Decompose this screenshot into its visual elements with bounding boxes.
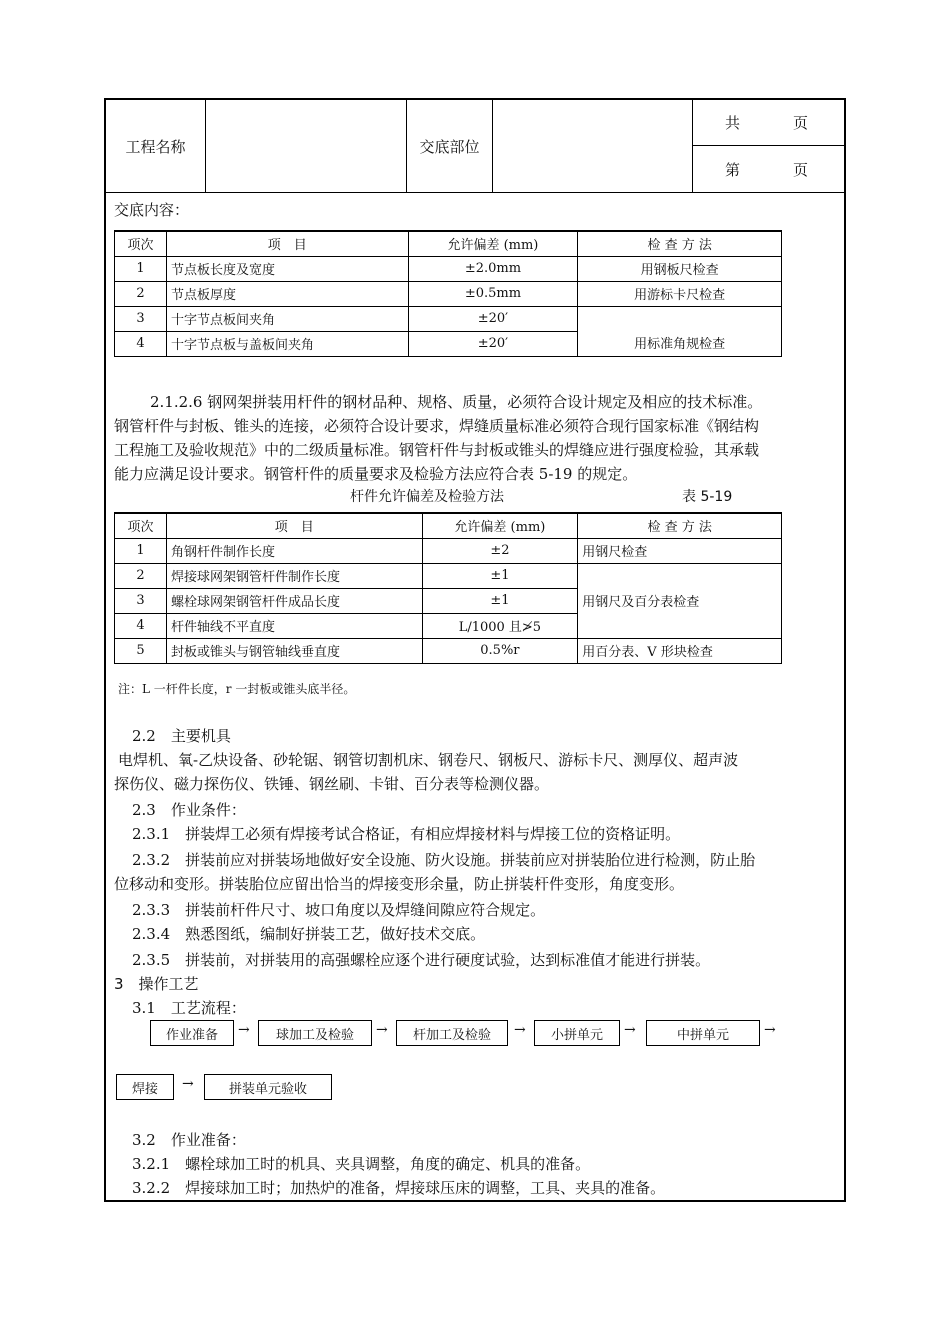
table-row: 5 封板或锥头与钢管轴线垂直度 0.5%r 用百分表、V 形块检查 bbox=[115, 638, 782, 663]
paragraph-line: 3.2.2 焊接球加工时；加热炉的准备，焊接球压床的调整，工具、夹具的准备。 bbox=[132, 1179, 666, 1197]
document-frame bbox=[104, 98, 846, 1202]
flow-step: 拼装单元验收 bbox=[204, 1074, 332, 1100]
table-row: 4 杆件轴线不平直度 L/1000 且≯5 bbox=[115, 613, 782, 638]
flow-title: 3.1 工艺流程： bbox=[132, 999, 246, 1017]
paragraph-line: 3.2.1 螺栓球加工时的机具、夹具调整，角度的确定、机具的准备。 bbox=[132, 1155, 591, 1173]
arrow-icon: → bbox=[376, 1022, 388, 1038]
section-title: 3.2 作业准备： bbox=[132, 1131, 246, 1149]
table-row: 4 十字节点板与盖板间夹角 ±20′ bbox=[115, 331, 782, 356]
table-row: 2 节点板厚度 ±0.5mm 用游标卡尺检查 bbox=[115, 281, 782, 306]
section-title: 3 操作工艺 bbox=[114, 975, 199, 993]
table-row: 1 节点板长度及宽度 ±2.0mm 用钢板尺检查 bbox=[115, 256, 782, 281]
part-value[interactable] bbox=[493, 100, 693, 192]
arrow-icon: → bbox=[624, 1022, 636, 1038]
paragraph-line: 位移动和变形。拼装胎位应留出恰当的焊接变形余量，防止拼装杆件变形，角度变形。 bbox=[114, 875, 685, 893]
table-row: 3 螺栓球网架钢管杆件成品长度 ±1 bbox=[115, 588, 782, 613]
arrow-icon: → bbox=[764, 1022, 776, 1038]
table-header-row: 项次 项 目 允许偏差 (mm) 检 查 方 法 bbox=[115, 513, 782, 538]
paragraph-line: 2.3.4 熟悉图纸，编制好拼装工艺，做好技术交底。 bbox=[132, 925, 486, 943]
paragraph-line: 钢管杆件与封板、锥头的连接，必须符合设计要求，焊缝质量标准必须符合现行国家标准《钢结构 bbox=[114, 417, 760, 435]
flow-step: 杆加工及检验 bbox=[396, 1020, 508, 1046]
table-row: 1 角钢杆件制作长度 ±2 用钢尺检查 bbox=[115, 538, 782, 563]
paragraph-line: 2.3.3 拼装前杆件尺寸、坡口角度以及焊缝间隙应符合规定。 bbox=[132, 901, 546, 919]
table-note: 注：L 一杆件长度，r 一封板或锥头底半径。 bbox=[118, 682, 356, 696]
arrow-icon: → bbox=[182, 1076, 194, 1092]
paragraph-line: 工程施工及验收规范》中的二级质量标准。钢管杆件与封板或锥头的焊缝应进行强度检验，其承载 bbox=[114, 441, 760, 459]
tolerance-table-1 bbox=[114, 230, 782, 357]
page-number: 第 页 bbox=[692, 146, 844, 192]
paragraph-line: 探伤仪、磁力探伤仪、铁锤、钢丝刷、卡钳、百分表等检测仪器。 bbox=[114, 775, 550, 793]
paragraph-line: 能力应满足设计要求。钢管杆件的质量要求及检验方法应符合表 5-19 的规定。 bbox=[114, 465, 638, 483]
arrow-icon: → bbox=[514, 1022, 526, 1038]
table-row: 3 十字节点板间夹角 ±20′ 用标准角规检查 bbox=[115, 306, 782, 331]
part-label: 交底部位 bbox=[407, 100, 493, 192]
flow-step: 焊接 bbox=[116, 1074, 174, 1100]
section-title: 2.3 作业条件： bbox=[132, 801, 246, 819]
flow-step: 小拼单元 bbox=[534, 1020, 620, 1046]
arrow-icon: → bbox=[238, 1022, 250, 1038]
section-title: 2.2 主要机具 bbox=[132, 727, 231, 745]
flow-step: 中拼单元 bbox=[646, 1020, 760, 1046]
table-row: 2 焊接球网架钢管杆件制作长度 ±1 用钢尺及百分表检查 bbox=[115, 563, 782, 588]
paragraph-line: 2.3.5 拼装前，对拼装用的高强螺栓应逐个进行硬度试验，达到标准值才能进行拼装。 bbox=[132, 951, 711, 969]
flow-step: 作业准备 bbox=[150, 1020, 234, 1046]
table-header-row: 项次 项 目 允许偏差 (mm) 检 查 方 法 bbox=[115, 231, 782, 256]
project-name-label: 工程名称 bbox=[106, 100, 206, 192]
paragraph-line: 电焊机、氧-乙炔设备、砂轮锯、钢管切割机床、钢卷尺、钢板尺、游标卡尺、测厚仪、超声波 bbox=[118, 751, 739, 769]
table-number: 表 5-19 bbox=[682, 489, 733, 505]
table-title: 杆件允许偏差及检验方法 bbox=[350, 489, 504, 505]
paragraph-line: 2.3.1 拼装焊工必须有焊接考试合格证，有相应焊接材料与焊接工位的资格证明。 bbox=[132, 825, 681, 843]
header-table bbox=[106, 100, 844, 193]
paragraph-line: 2.1.2.6 钢网架拼装用杆件的钢材品种、规格、质量，必须符合设计规定及相应的技术标准。 bbox=[150, 393, 763, 411]
project-name-value[interactable] bbox=[206, 100, 407, 192]
tolerance-table-2 bbox=[114, 512, 782, 664]
total-pages: 共 页 bbox=[692, 100, 844, 146]
paragraph-line: 2.3.2 拼装前应对拼装场地做好安全设施、防火设施。拼装前应对拼装胎位进行检测，防止胎 bbox=[132, 851, 756, 869]
flow-step: 球加工及检验 bbox=[258, 1020, 372, 1046]
content-label: 交底内容： bbox=[114, 201, 190, 219]
